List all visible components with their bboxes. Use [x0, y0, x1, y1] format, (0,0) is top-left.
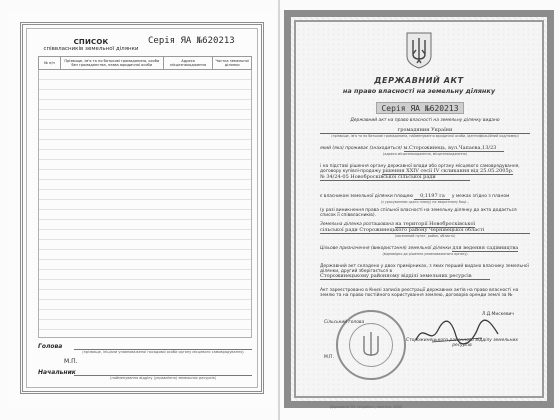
location-row [320, 222, 530, 239]
head-signature-row [38, 340, 252, 354]
copies-holder: Сторожинецькому районному відділі земельних ресурсів [320, 274, 490, 280]
location-caption: (населений пункт, район, область) [394, 234, 456, 238]
state-act-page [284, 10, 554, 408]
head-label: Голова [38, 343, 63, 350]
purpose-label: Цільове призначення (використання) земельної ділянки [320, 246, 451, 251]
owner-name-row [320, 128, 530, 139]
co-owners-table-body [38, 70, 252, 338]
area-rest: у межах згідно з планом [451, 194, 510, 199]
area-label: є власником земельної ділянки площею [320, 194, 414, 199]
chief-caption: (найменування відділу (управління) земельних ресурсів) [110, 376, 216, 380]
owner-name: громадянин України [320, 128, 530, 134]
registration-text: Акт зареєстровано в Книзі записів реєстрації державних актів на право власності на землю та на право постійного користування землею, договорів оренди землі за № [320, 288, 519, 298]
copies-row [320, 264, 530, 280]
area-caption: (з урахуванням цього плану) на зворотному боці... [380, 200, 470, 204]
basis-text: і на підставі рішення органу державної влади або органу місцевого самоврядування, [320, 164, 520, 169]
land-area: 0,1197 га [414, 194, 450, 200]
seal-mark: М.П. [64, 358, 78, 365]
printer-imprint: Державна ТМ «Україна», пам'ятк. 2005 [330, 405, 403, 409]
copies-text: Державний акт складено у двох примірниках, з яких перший видано власнику земельної ділянки, другий зберігається в [320, 264, 529, 274]
purpose-caption: (відповідно до рішення уповноваженого органу) [382, 252, 468, 256]
list-title: СПИСОК [73, 38, 109, 46]
chief-label: Начальник [38, 369, 76, 376]
act-title: ДЕРЖАВНИЙ АКТ [374, 76, 464, 85]
owner-address-row [320, 146, 530, 157]
address-label: який (яка) проживає (знаходиться) [320, 146, 403, 151]
area-row [320, 194, 530, 205]
page-spine [278, 0, 280, 420]
co-owners-list-page [8, 10, 276, 408]
signatory-name: Л.Д.Мискевич [482, 312, 514, 317]
basis-decision: рішення XXIV сесії IV скликання від 25.05.2005р. [382, 168, 514, 174]
basis-row [320, 164, 530, 181]
header-share: Частка земельної ділянки [215, 59, 249, 67]
signatory-label: Сільський голова [324, 320, 365, 325]
purpose-row [320, 246, 530, 257]
act-subtitle: на право власності на земельну ділянку [342, 87, 496, 95]
head-caption: (прізвище, ініціали уповноваженої посадової особи органу місцевого самоврядування) [82, 350, 244, 354]
header-address: Адреса місцезнаходження [164, 57, 214, 69]
location-line-1: на території Новобросківської [395, 221, 476, 227]
list-serial-number: Серія ЯА №620213 [148, 36, 235, 46]
chief-signature-row [38, 366, 252, 380]
co-owners-table-header [38, 56, 252, 70]
basis-text-2: договору купівлі-продажу [320, 169, 381, 174]
co-ownership-note: (у разі виникнення права спільної власності на земельну ділянку до акта додається список її співвласників). [320, 208, 517, 218]
coat-of-arms-icon [404, 30, 434, 70]
land-purpose: для ведення садівництва [452, 245, 519, 251]
act-serial-number: Серія ЯА №620213 [376, 102, 464, 114]
location-line-2: сільської ради Сторожинецького району Чернівецької області [320, 228, 530, 234]
seal-trident-icon [356, 328, 386, 364]
list-subtitle: співвласників земельної ділянки [43, 46, 139, 52]
header-number: № п/п [39, 57, 61, 69]
act-intro: Державний акт на право власності на земельну ділянку видано [350, 118, 500, 123]
seal-label: М.П. [324, 355, 334, 360]
location-label: Земельна ділянка розташована [320, 222, 394, 227]
department-name: Сторожинецького районного відділу земельних ресурсів [406, 338, 518, 348]
basis-council: № 34/24-05 Новобросківської сільської ради [320, 175, 470, 181]
address-caption: (адреса місцезнаходження, місцезнаходження) [383, 152, 467, 156]
header-name: Прізвище, ім'я та по батькові громадянина, особи без громадянства, назва юридичної особи [61, 57, 164, 69]
owner-name-caption: (прізвище, ім'я та по батькові громадянина, найменування юридичної особи, ідентифікаційний код/номер) [331, 134, 519, 138]
owner-address: м.Сторожинець, вул.Чапаєва,13/23 [404, 146, 504, 152]
